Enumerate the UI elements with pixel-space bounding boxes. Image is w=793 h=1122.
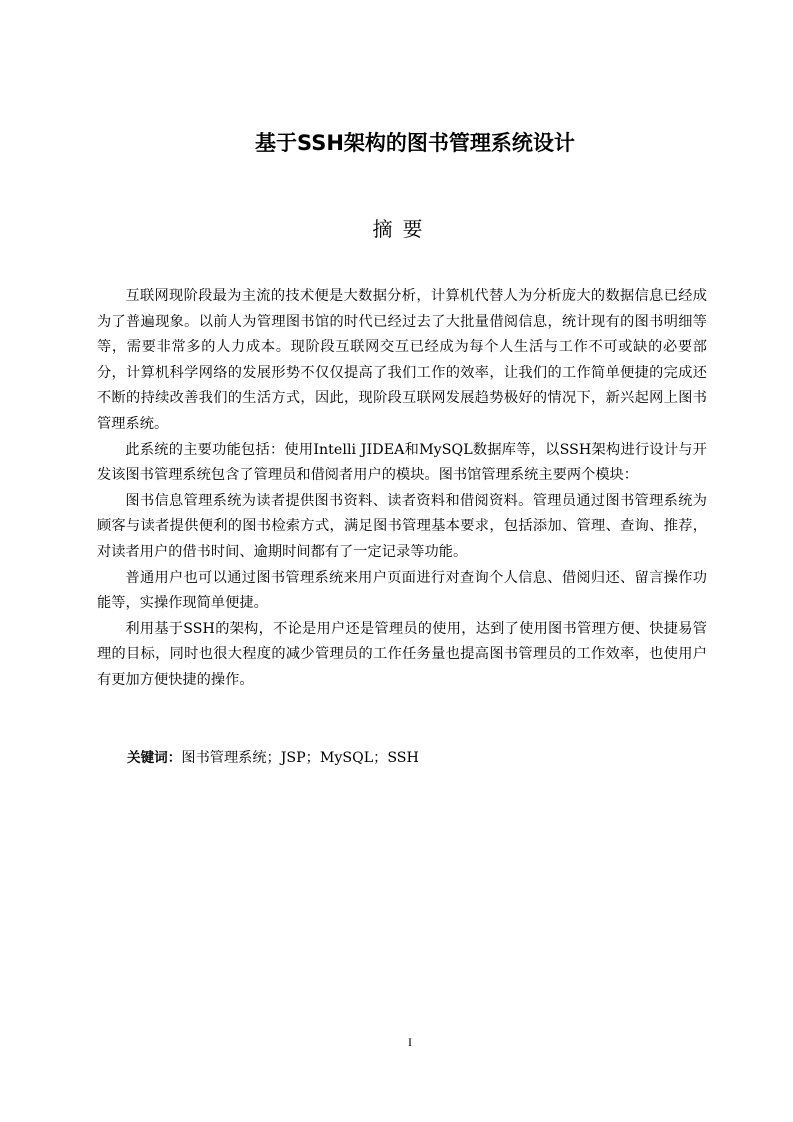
page-number: I [408, 1035, 412, 1049]
document-title: 基于SSH架构的图书管理系统设计 [255, 131, 575, 155]
keywords-value: 图书管理系统；JSP；MySQL；SSH [181, 750, 419, 766]
abstract-body [97, 284, 707, 694]
abstract-heading: 摘要 [372, 217, 433, 241]
abstract-paragraph: 图书信息管理系统为读者提供图书资料、读者资料和借阅资料。管理员通过图书管理系统为顾客与读者提供便利的图书检索方式，满足图书管理基本要求，包括添加、管理、查询、推荐，对读者用户的借书时间、逾期时间都有了一定记录等功能。 [97, 492, 707, 560]
keywords-line [127, 746, 419, 771]
abstract-paragraph: 此系统的主要功能包括：使用Intelli JIDEA和MySQL数据库等，以SSH架构进行设计与开发该图书管理系统包含了管理员和借阅者用户的模块。图书馆管理系统主要两个模块： [97, 441, 707, 484]
abstract-paragraph: 利用基于SSH的架构，不论是用户还是管理员的使用，达到了使用图书管理方便、快捷易管理的目标，同时也很大程度的减少管理员的工作任务量也提高图书管理员的工作效率，也使用户有更加方便快捷的操作。 [97, 620, 707, 688]
abstract-paragraph: 互联网现阶段最为主流的技术便是大数据分析，计算机代替人为分析庞大的数据信息已经成为了普遍现象。以前人为管理图书馆的时代已经过去了大批量借阅信息，统计现有的图书明细等等，需要非常多的人力成本。现阶段互联网交互已经成为每个人生活与工作不可或缺的必要部分，计算机科学网络的发展形势不仅仅提高了我们工作的效率，让我们的工作简单便捷的完成还不断的持续改善我们的生活方式，因此，现阶段互联网发展趋势极好的情况下，新兴起网上图书管理系统。 [97, 288, 707, 432]
keywords-label: 关键词： [127, 750, 182, 766]
abstract-paragraph: 普通用户也可以通过图书管理系统来用户页面进行对查询个人信息、借阅归还、留言操作功能等，实操作现简单便捷。 [97, 569, 707, 612]
